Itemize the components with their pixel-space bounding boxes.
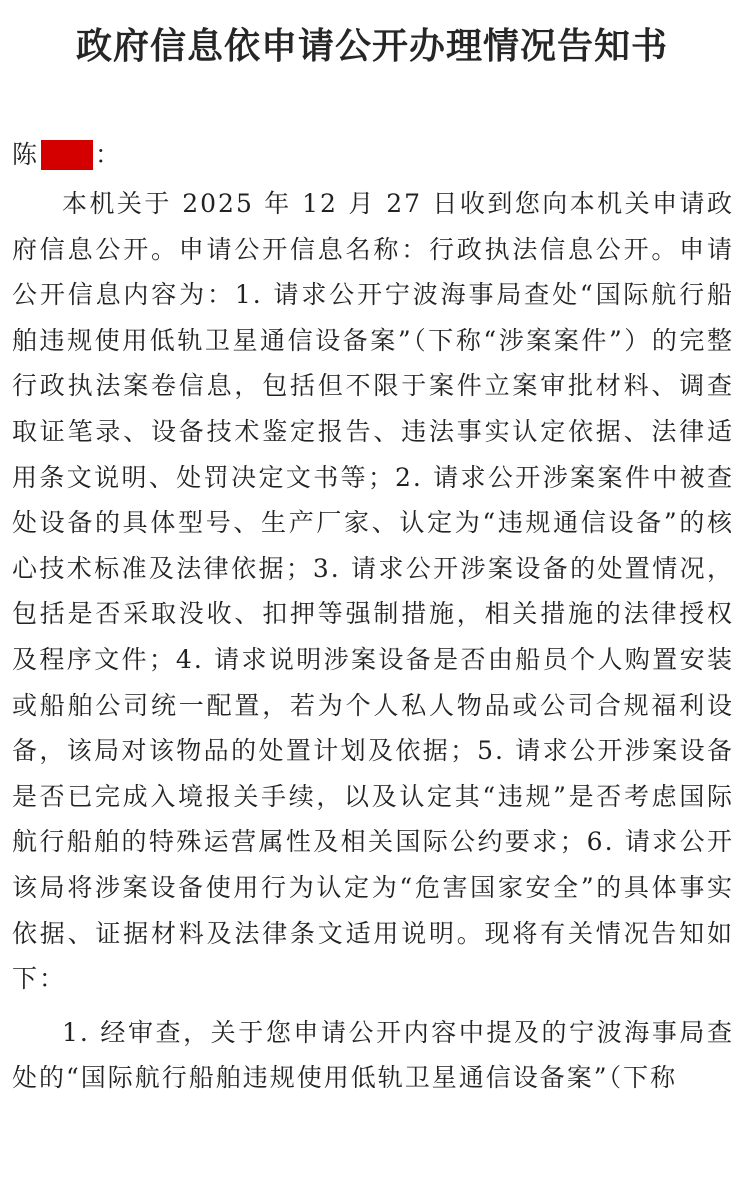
salutation-suffix: ： xyxy=(95,140,121,169)
paragraph-request-details: 本机关于 2025 年 12 月 27 日收到您向本机关申请政府信息公开。申请公开信息名称：行政执法信息公开。申请公开信息内容为：1. 请求公开宁波海事局查处“国际航行船舶违规使用低轨卫星通信设备案”（下称“涉案案件”）的完整行政执法案卷信息，包括但不限于案件立案审批材料、调查取证笔录、设备技术鉴定报告、违法事实认定依据、法律适用条文说明、处罚决定文书等；2. 请求公开涉案案件中被查处设备的具体型号、生产厂家、认定为“违规通信设备”的核心技术标准及法律依据；3. 请求公开涉案设备的处置情况，包括是否采取没收、扣押等强制措施，相关措施的法律授权及程序文件；4. 请求说明涉案设备是否由船员个人购置安装或船舶公司统一配置，若为个人私人物品或公司合规福利设备，该局对该物品的处置计划及依据；5. 请求公开涉案设备是否已完成入境报关手续，以及认定其“违规”是否考虑国际航行船舶的特殊运营属性及相关国际公约要求；6. 请求公开该局将涉案设备使用行为认定为“危害国家安全”的具体事实依据、证据材料及法律条文适用说明。现将有关情况告知如下： xyxy=(12,189,734,994)
salutation xyxy=(12,135,120,175)
salutation-name: 陈 xyxy=(12,140,38,169)
redaction-block xyxy=(41,140,93,170)
document-title: 政府信息依申请公开办理情况告知书 xyxy=(75,26,668,67)
paragraph-review-result: 1. 经审查，关于您申请公开内容中提及的宁波海事局查处的“国际航行船舶违规使用低轨卫星通信设备案”（下称 xyxy=(12,1017,734,1093)
document-body xyxy=(12,181,734,1101)
